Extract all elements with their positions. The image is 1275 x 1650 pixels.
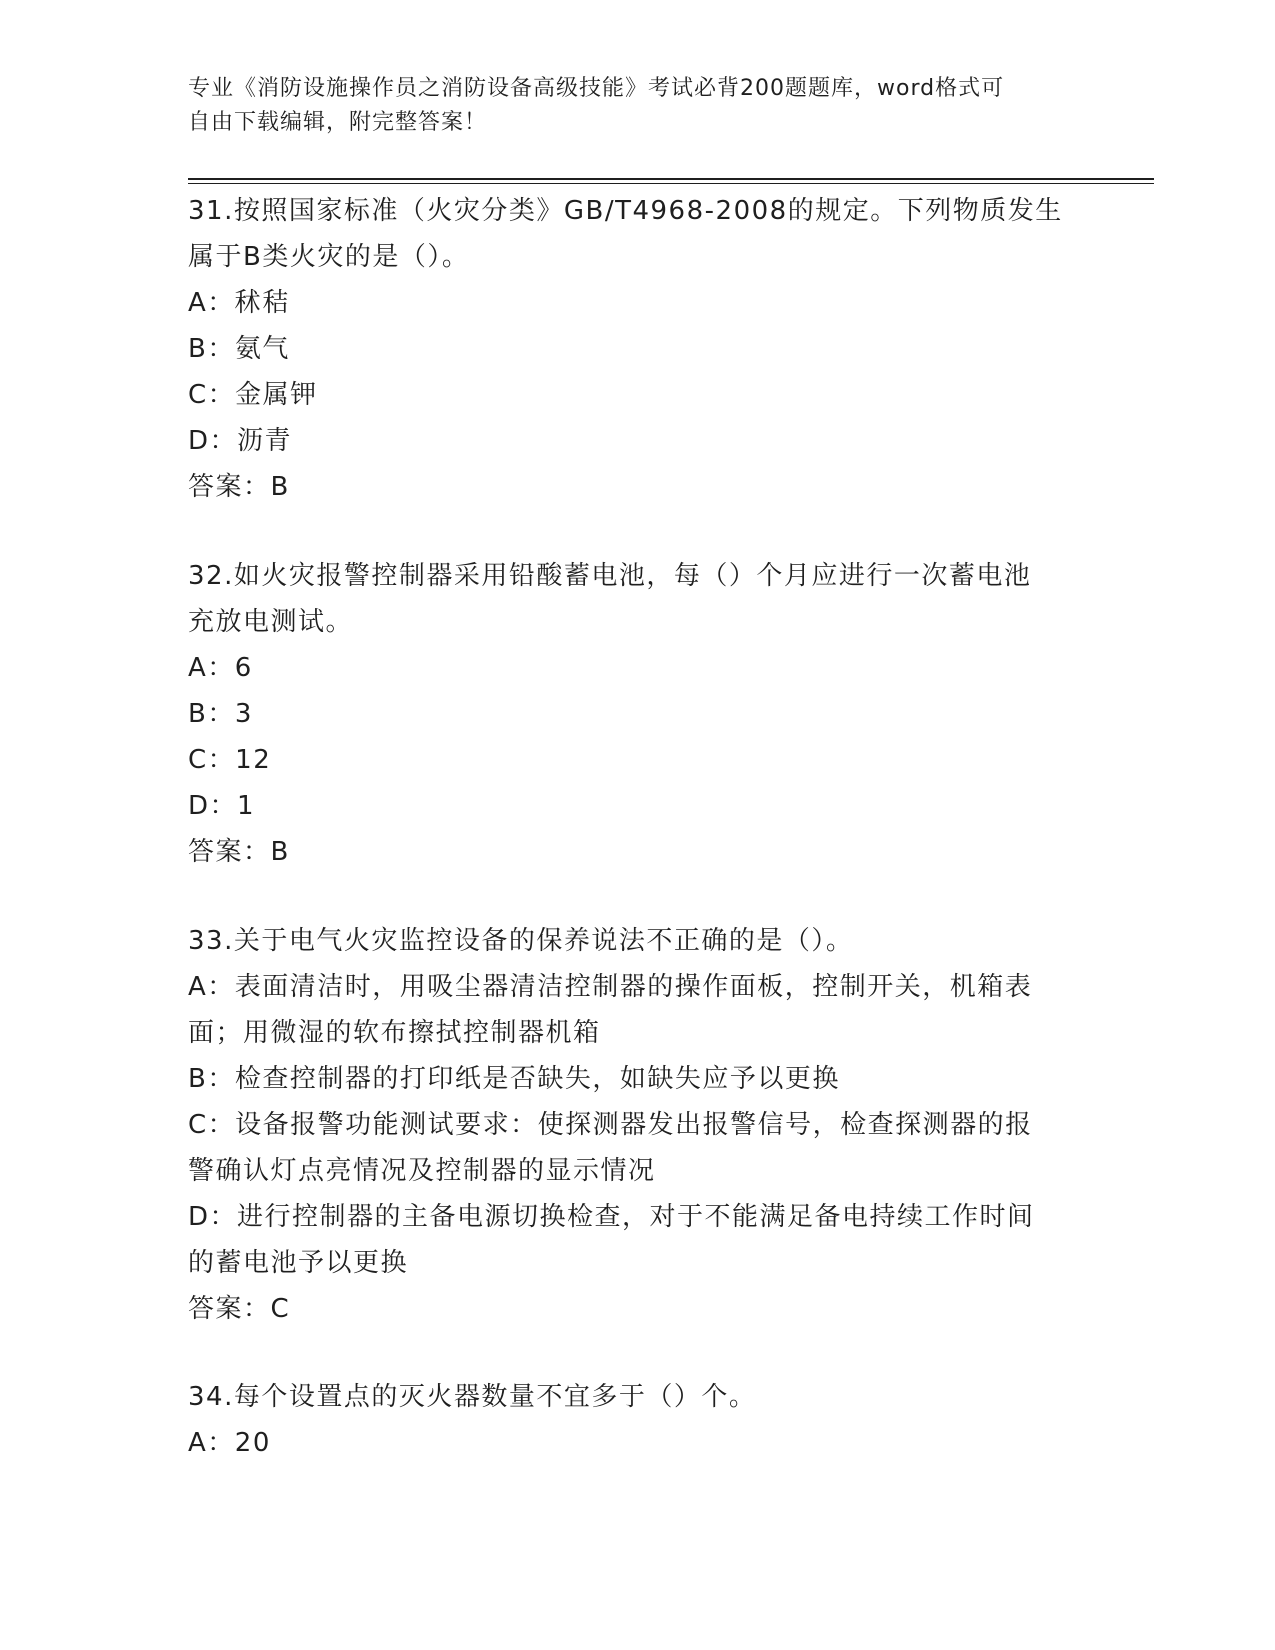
question-34 (188, 1374, 1088, 1466)
option-d-continued: 的蓄电池予以更换 (188, 1248, 409, 1278)
question-stem-line: 31.按照国家标准（火灾分类》GB/T4968-2008的规定。下列物质发生 (188, 196, 1063, 226)
option-d: D：沥青 (188, 426, 293, 456)
option-c: C：12 (188, 745, 272, 775)
header-divider-thin (188, 183, 1154, 184)
option-b: B：3 (188, 699, 253, 729)
header-line-2: 自由下载编辑，附完整答案！ (188, 110, 488, 135)
answer: 答案：B (188, 472, 290, 502)
option-c: C：设备报警功能测试要求：使探测器发出报警信号，检查探测器的报 (188, 1110, 1033, 1140)
header-line-1: 专业《消防设施操作员之消防设备高级技能》考试必背200题题库，word格式可 (188, 76, 1005, 101)
question-stem-line: 32.如火灾报警控制器采用铅酸蓄电池，每（）个月应进行一次蓄电池 (188, 561, 1032, 591)
option-a: A：6 (188, 653, 253, 683)
option-a: A：20 (188, 1428, 271, 1458)
header-divider (188, 178, 1154, 180)
option-d: D：进行控制器的主备电源切换检查，对于不能满足备电持续工作时间 (188, 1202, 1035, 1232)
option-b: B：氨气 (188, 334, 290, 364)
question-stem-line: 充放电测试。 (188, 607, 354, 637)
option-a: A：秫秸 (188, 288, 290, 318)
question-stem-line: 属于B类火灾的是（）。 (188, 242, 470, 272)
answer: 答案：C (188, 1294, 291, 1324)
answer: 答案：B (188, 837, 290, 867)
question-32 (188, 553, 1088, 875)
option-b: B：检查控制器的打印纸是否缺失，如缺失应予以更换 (188, 1064, 840, 1094)
document-header (188, 72, 1088, 140)
option-a: A：表面清洁时，用吸尘器清洁控制器的操作面板，控制开关，机箱表 (188, 972, 1033, 1002)
question-stem-line: 33.关于电气火灾监控设备的保养说法不正确的是（）。 (188, 926, 854, 956)
option-c: C：金属钾 (188, 380, 318, 410)
question-stem-line: 34.每个设置点的灭火器数量不宜多于（）个。 (188, 1382, 757, 1412)
question-31 (188, 188, 1088, 510)
option-c-continued: 警确认灯点亮情况及控制器的显示情况 (188, 1156, 656, 1186)
option-a-continued: 面；用微湿的软布擦拭控制器机箱 (188, 1018, 601, 1048)
question-33 (188, 918, 1088, 1332)
option-d: D：1 (188, 791, 256, 821)
